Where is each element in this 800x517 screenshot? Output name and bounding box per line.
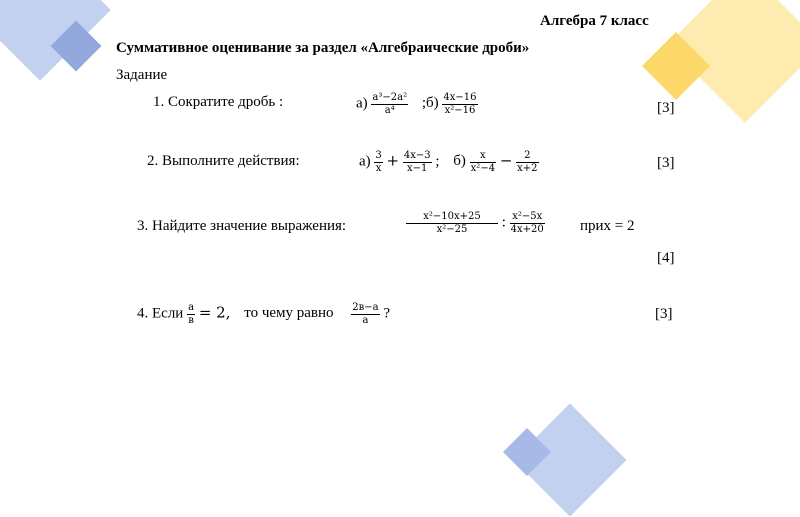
task-4-fraction-1	[187, 302, 195, 326]
task-2-plus-sign: +	[386, 151, 400, 170]
task-4-fraction-2	[351, 302, 379, 326]
task-3-expr	[406, 211, 545, 235]
task-2-fraction-b1-numerator: x	[470, 150, 496, 163]
task-2-fraction-b2	[516, 150, 538, 174]
task-1-expr	[356, 92, 478, 116]
task-2-fraction-b2-numerator: 2	[516, 150, 538, 163]
task-2-expr	[359, 150, 539, 174]
task-2-fraction-a2-denominator: x−1	[407, 162, 428, 174]
task-3	[137, 218, 346, 235]
task-4-number: 4.	[137, 305, 149, 322]
task-4-fraction-1-denominator: в	[188, 314, 194, 326]
task-2-score: [3]	[657, 155, 675, 171]
task-4-question: то чему равно	[244, 305, 334, 322]
task-2-fraction-a1-numerator: 3	[375, 150, 382, 161]
task-2-fraction-a1	[374, 150, 382, 174]
task-4-fraction-1-numerator: a	[188, 302, 195, 313]
task-1-fraction-b	[442, 92, 477, 116]
task-1-fraction-a-numerator: a³−2a²	[372, 92, 408, 103]
task-1-score: [3]	[657, 100, 675, 116]
task-2-separator: ;	[435, 153, 440, 170]
task-4-text: Если	[152, 305, 184, 322]
task-2-number: 2.	[147, 153, 159, 169]
task-1-fraction-b-numerator: 4x−16	[443, 92, 477, 103]
task-3-fraction-1	[406, 211, 498, 235]
task-2-fraction-a1-denominator: x	[375, 162, 382, 174]
task-1-fraction-a-denominator: a⁴	[384, 104, 395, 116]
task-1-fraction-a	[371, 92, 408, 116]
task-1	[153, 94, 283, 111]
task-2-part-a-label: а)	[359, 153, 371, 170]
task-2-part-b-label: б)	[453, 153, 466, 170]
task-1-fraction-b-denominator: x²−16	[444, 104, 476, 116]
task-heading: Задание	[116, 67, 168, 83]
task-2-fraction-b1	[470, 150, 496, 174]
task-3-text: Найдите значение выражения:	[152, 218, 347, 234]
task-4-fraction-2-denominator: a	[362, 314, 369, 326]
task-3-divide-sign: :	[501, 214, 506, 231]
task-1-part-b-label: ;б)	[421, 95, 439, 112]
task-4-score: [3]	[655, 306, 673, 322]
task-4-question-mark: ?	[383, 305, 391, 322]
task-4	[137, 302, 390, 326]
task-3-fraction-1-denominator: x²−25	[436, 223, 468, 235]
task-1-number: 1.	[153, 94, 165, 110]
task-2-minus-sign: −	[499, 151, 513, 170]
page-title: Суммативное оценивание за раздел «Алгебраические дроби»	[116, 40, 530, 56]
task-1-text: Сократите дробь :	[168, 94, 284, 110]
task-2-fraction-b1-denominator: x²−4	[470, 162, 496, 174]
task-3-fraction-2-denominator: 4x+20	[510, 223, 544, 235]
task-3-score: [4]	[657, 250, 675, 266]
task-3-fraction-2	[510, 211, 545, 235]
task-4-equals: = 2,	[198, 303, 231, 322]
task-3-fraction-1-numerator: x²−10x+25	[406, 211, 498, 224]
task-3-number: 3.	[137, 218, 149, 234]
task-2-text: Выполните действия:	[162, 153, 300, 169]
task-4-fraction-2-numerator: 2в−a	[352, 302, 379, 313]
grade-label: Алгебра 7 класс	[540, 13, 649, 29]
task-2	[147, 153, 300, 170]
task-2-fraction-b2-denominator: x+2	[517, 162, 538, 174]
task-2-fraction-a2-numerator: 4x−3	[403, 150, 431, 161]
task-2-fraction-a2	[403, 150, 432, 174]
task-3-condition: прих = 2	[580, 218, 635, 234]
task-1-part-a-label: а)	[356, 95, 368, 112]
task-3-fraction-2-numerator: x²−5x	[510, 211, 545, 224]
